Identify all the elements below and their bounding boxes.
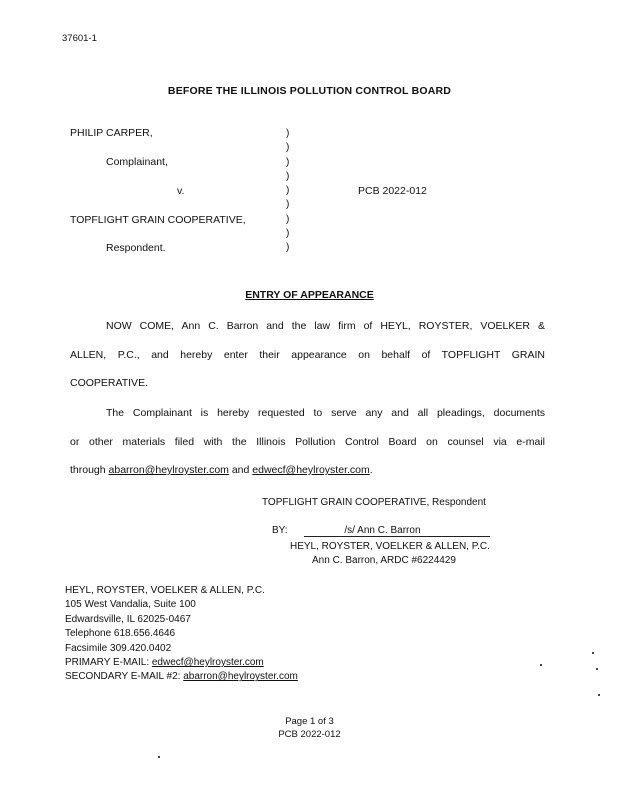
complainant-role: Complainant, <box>106 156 168 168</box>
document-reference-number: 37601-1 <box>62 33 97 44</box>
paragraph1-line2: ALLEN, P.C., and hereby enter their appearance on behalf of TOPFLIGHT GRAIN <box>70 348 545 361</box>
paragraph2-line1: The Complainant is hereby requested to serve any and all pleadings, documents <box>106 407 545 419</box>
paragraph1-line1: NOW COME, Ann C. Barron and the law firm of HEYL, ROYSTER, VOELKER & <box>106 320 545 332</box>
scan-speck <box>592 652 594 654</box>
signature-firm: HEYL, ROYSTER, VOELKER & ALLEN, P.C. <box>290 541 490 552</box>
signature-text: /s/ Ann C. Barron <box>344 525 421 536</box>
caption-paren: ) <box>286 170 290 182</box>
caption-paren: ) <box>286 199 290 211</box>
signature-attorney: Ann C. Barron, ARDC #6224429 <box>312 555 456 566</box>
signature-line <box>272 525 490 537</box>
versus-label: v. <box>177 185 185 197</box>
email-link-barron[interactable]: abarron@heylroyster.com <box>108 464 229 476</box>
service-request-paragraph <box>70 399 545 485</box>
case-number: PCB 2022-012 <box>358 185 427 197</box>
address-firm: HEYL, ROYSTER, VOELKER & ALLEN, P.C. <box>65 585 265 596</box>
paragraph2-line2: or other materials filed with the Illinois Pollution Control Board on counsel via e-mail <box>70 435 545 448</box>
by-label: BY: <box>272 525 288 536</box>
line3-mid: and <box>228 464 253 476</box>
heading-text: ENTRY OF APPEARANCE <box>245 289 374 301</box>
secondary-email-link[interactable]: abarron@heylroyster.com <box>183 671 298 683</box>
address-facsimile: Facsimile 309.420.0402 <box>65 642 172 654</box>
line3-prefix: through <box>70 464 109 476</box>
secondary-email-label: SECONDARY E-MAIL #2: <box>65 671 184 683</box>
caption-paren: ) <box>286 142 290 154</box>
caption-paren: ) <box>286 156 290 168</box>
scan-speck <box>598 694 600 696</box>
signature-party: TOPFLIGHT GRAIN COOPERATIVE, Respondent <box>262 497 486 508</box>
primary-email-line <box>65 656 298 670</box>
primary-email-link[interactable]: edwecf@heylroyster.com <box>151 657 264 669</box>
primary-email-label: PRIMARY E-MAIL: <box>65 657 152 669</box>
entry-of-appearance-heading <box>0 289 619 301</box>
caption-paren: ) <box>286 242 290 254</box>
respondent-role: Respondent. <box>106 242 166 254</box>
paragraph1-line3: COOPERATIVE. <box>70 377 148 389</box>
scan-speck <box>596 668 598 670</box>
address-telephone: Telephone 618.656.4646 <box>65 628 176 640</box>
caption-paren: ) <box>286 185 290 197</box>
email-link-edwecf[interactable]: edwecf@heylroyster.com <box>252 464 370 476</box>
caption-paren: ) <box>286 213 290 225</box>
paragraph2-line3 <box>70 456 545 485</box>
appearance-paragraph <box>70 312 545 398</box>
scan-speck <box>158 756 160 758</box>
caption-parentheses <box>286 127 289 256</box>
scan-speck <box>540 664 542 666</box>
secondary-email-line <box>65 670 298 684</box>
respondent-name: TOPFLIGHT GRAIN COOPERATIVE, <box>70 214 246 226</box>
board-title: BEFORE THE ILLINOIS POLLUTION CONTROL BOARD <box>167 85 452 97</box>
page-number: Page 1 of 3 <box>285 716 334 727</box>
caption-paren: ) <box>286 128 290 139</box>
caption-paren: ) <box>286 228 290 240</box>
address-city: Edwardsville, IL 62025-0467 <box>65 613 191 625</box>
line3-suffix: . <box>369 464 373 476</box>
address-street: 105 West Vandalia, Suite 100 <box>65 599 196 611</box>
signature-value <box>304 525 490 537</box>
complainant-name: PHILIP CARPER, <box>70 127 153 139</box>
address-block <box>65 584 298 685</box>
footer-case-number: PCB 2022-012 <box>278 729 341 740</box>
